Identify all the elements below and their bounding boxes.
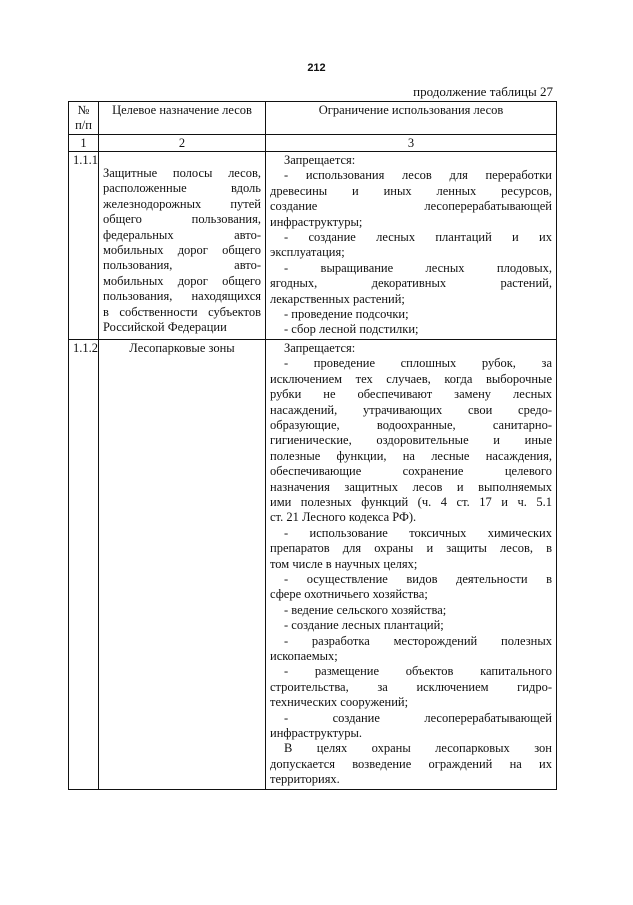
- restriction-line: образующие, водоохранные, санитарно-: [270, 417, 552, 432]
- restriction-line: создание лесоперерабатывающей: [270, 199, 552, 214]
- restriction-line: - ведение сельского хозяйства;: [284, 602, 447, 617]
- row-purpose: Лесопарковые зоны: [99, 339, 266, 789]
- restriction-line: территориях.: [270, 772, 340, 787]
- restriction-line: рубки не обеспечивают замену лесных: [270, 387, 552, 402]
- table-continuation-label: продолжение таблицы 27: [413, 84, 553, 99]
- restriction-line: ископаемых;: [270, 649, 338, 663]
- column-number-3: 3: [266, 135, 557, 152]
- column-number-1: 1: [69, 135, 99, 152]
- purpose-line: Российской Федерации: [103, 320, 227, 335]
- restriction-line: препаратов для охраны и защиты лесов, в: [270, 541, 552, 556]
- restriction-line: назначения защитных лесов и выполняемых: [270, 479, 552, 494]
- restriction-line: - разработка месторождений полезных: [284, 633, 552, 648]
- restriction-line: сфере охотничьего хозяйства;: [270, 587, 428, 602]
- table-header-row: [69, 102, 557, 135]
- restriction-line: насаждений, утрачивающих свои средо-: [270, 402, 552, 417]
- restriction-line: обеспечивающие сохранение целевого: [270, 464, 552, 479]
- restriction-line: гигиенические, оздоровительные и иные: [270, 433, 552, 448]
- restriction-line: древесины и иных ленных ресурсов,: [270, 183, 552, 198]
- restriction-line: строительства, за исключением гидро-: [270, 679, 552, 694]
- restriction-line: ст. 21 Лесного кодекса РФ).: [270, 510, 417, 525]
- purpose-line: мобильных дорог общего: [103, 243, 261, 258]
- row-restriction: [266, 152, 557, 340]
- restriction-line: том числе в научных целях;: [270, 556, 418, 571]
- table-row: [69, 339, 557, 789]
- restriction-line: - создание лесоперерабатывающей: [284, 710, 552, 725]
- page-number: 212: [307, 62, 326, 74]
- restriction-line: инфраструктуры.: [270, 726, 363, 741]
- purpose-line: пользования, находящихся: [103, 289, 261, 304]
- purpose-line: Защитные полосы лесов,: [103, 166, 261, 180]
- restriction-line: - использования лесов для переработки: [284, 168, 552, 183]
- restriction-line: - сбор лесной подстилки;: [284, 322, 419, 337]
- restriction-line: исключением тех случаев, когда выборочные: [270, 371, 552, 386]
- restriction-line: - выращивание лесных плодовых,: [284, 260, 552, 275]
- restriction-line: - осуществление видов деятельности в: [284, 571, 552, 586]
- column-numbers-row: [69, 135, 557, 152]
- restriction-line: - проведение подсочки;: [284, 307, 409, 322]
- restriction-line: - использование токсичных химических: [284, 525, 552, 540]
- restriction-line: Запрещается:: [284, 340, 356, 355]
- restriction-line: лекарственных растений;: [270, 291, 405, 306]
- forest-restrictions-table: [68, 101, 557, 790]
- restriction-line: полезные функции, на лесные насаждения,: [270, 448, 552, 463]
- header-restriction: Ограничение использования лесов: [266, 102, 557, 135]
- restriction-line: - проведение сплошных рубок, за: [284, 356, 552, 371]
- restriction-line: - создание лесных плантаций и их: [284, 230, 552, 245]
- restriction-line: В целях охраны лесопарковых зон: [284, 741, 552, 756]
- purpose-line: общего пользования,: [103, 212, 261, 227]
- table-row: [69, 152, 557, 340]
- purpose-line: мобильных дорог общего: [103, 273, 261, 288]
- restriction-line: допускается возведение ограждений на их: [270, 756, 552, 771]
- purpose-line: в собственности субъектов: [103, 304, 261, 319]
- row-number: 1.1.2: [69, 339, 99, 789]
- purpose-line: расположенные вдоль: [103, 181, 261, 196]
- restriction-line: - размещение объектов капитального: [284, 664, 552, 679]
- restriction-line: ягодных, декоративных растений,: [270, 276, 552, 291]
- restriction-line: - создание лесных плантаций;: [284, 618, 444, 633]
- purpose-line: железнодорожных путей: [103, 196, 261, 211]
- row-purpose: [99, 152, 266, 340]
- column-number-2: 2: [99, 135, 266, 152]
- restriction-line: ими полезных функций (ч. 4 ст. 17 и ч. 5.1: [270, 494, 552, 509]
- restriction-line: Запрещается:: [284, 153, 356, 167]
- header-purpose: Целевое назначение лесов: [99, 102, 266, 135]
- restriction-line: эксплуатация;: [270, 245, 345, 260]
- row-restriction: [266, 339, 557, 789]
- purpose-line: федеральных авто-: [103, 227, 261, 242]
- purpose-line: пользования, авто-: [103, 258, 261, 273]
- restriction-line: инфраструктуры;: [270, 214, 363, 229]
- restriction-line: технических сооружений;: [270, 695, 409, 710]
- row-number: 1.1.1: [69, 152, 99, 340]
- header-number: № п/п: [69, 102, 99, 135]
